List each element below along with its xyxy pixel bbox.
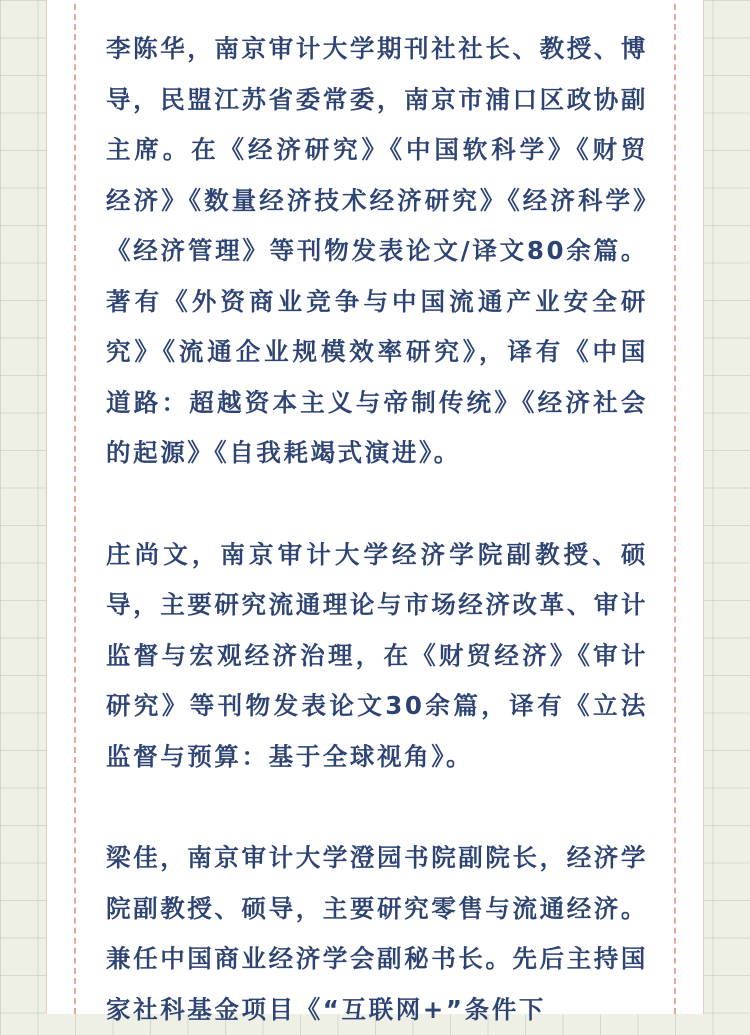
bio-paragraph-zhuang-shangwen: 庄尚文，南京审计大学经济学院副教授、硕导，主要研究流通理论与市场经济改革、审计监督与宏观经济治理，在《财贸经济》《审计研究》等刊物发表论文30余篇，译有《立法监督与预算：基于全球视角》。: [106, 539, 648, 771]
bio-paragraph-li-chenhua: 李陈华，南京审计大学期刊社社长、教授、博导，民盟江苏省委常委，南京市浦口区政协副主席。在《经济研究》《中国软科学》《财贸经济》《数量经济技术经济研究》《经济科学》《经济管理》等刊物发表论文/译文80余篇。著有《外资商业竞争与中国流通产业安全研究》《流通企业规模效率研究》，译有《中国道路：超越资本主义与帝制传统》《经济社会的起源》《自我耗竭式演进》。: [106, 34, 648, 467]
dashed-border-right: [674, 0, 676, 1014]
article-card: [46, 0, 704, 1024]
dashed-border-left: [74, 0, 76, 1014]
bio-paragraph-liang-jia: 梁佳，南京审计大学澄园书院副院长，经济学院副教授、硕导，主要研究零售与流通经济。兼任中国商业经济学会副秘书长。先后主持国家社科基金项目《“互联网+”条件下: [106, 843, 648, 1024]
article-body: [106, 24, 648, 1035]
